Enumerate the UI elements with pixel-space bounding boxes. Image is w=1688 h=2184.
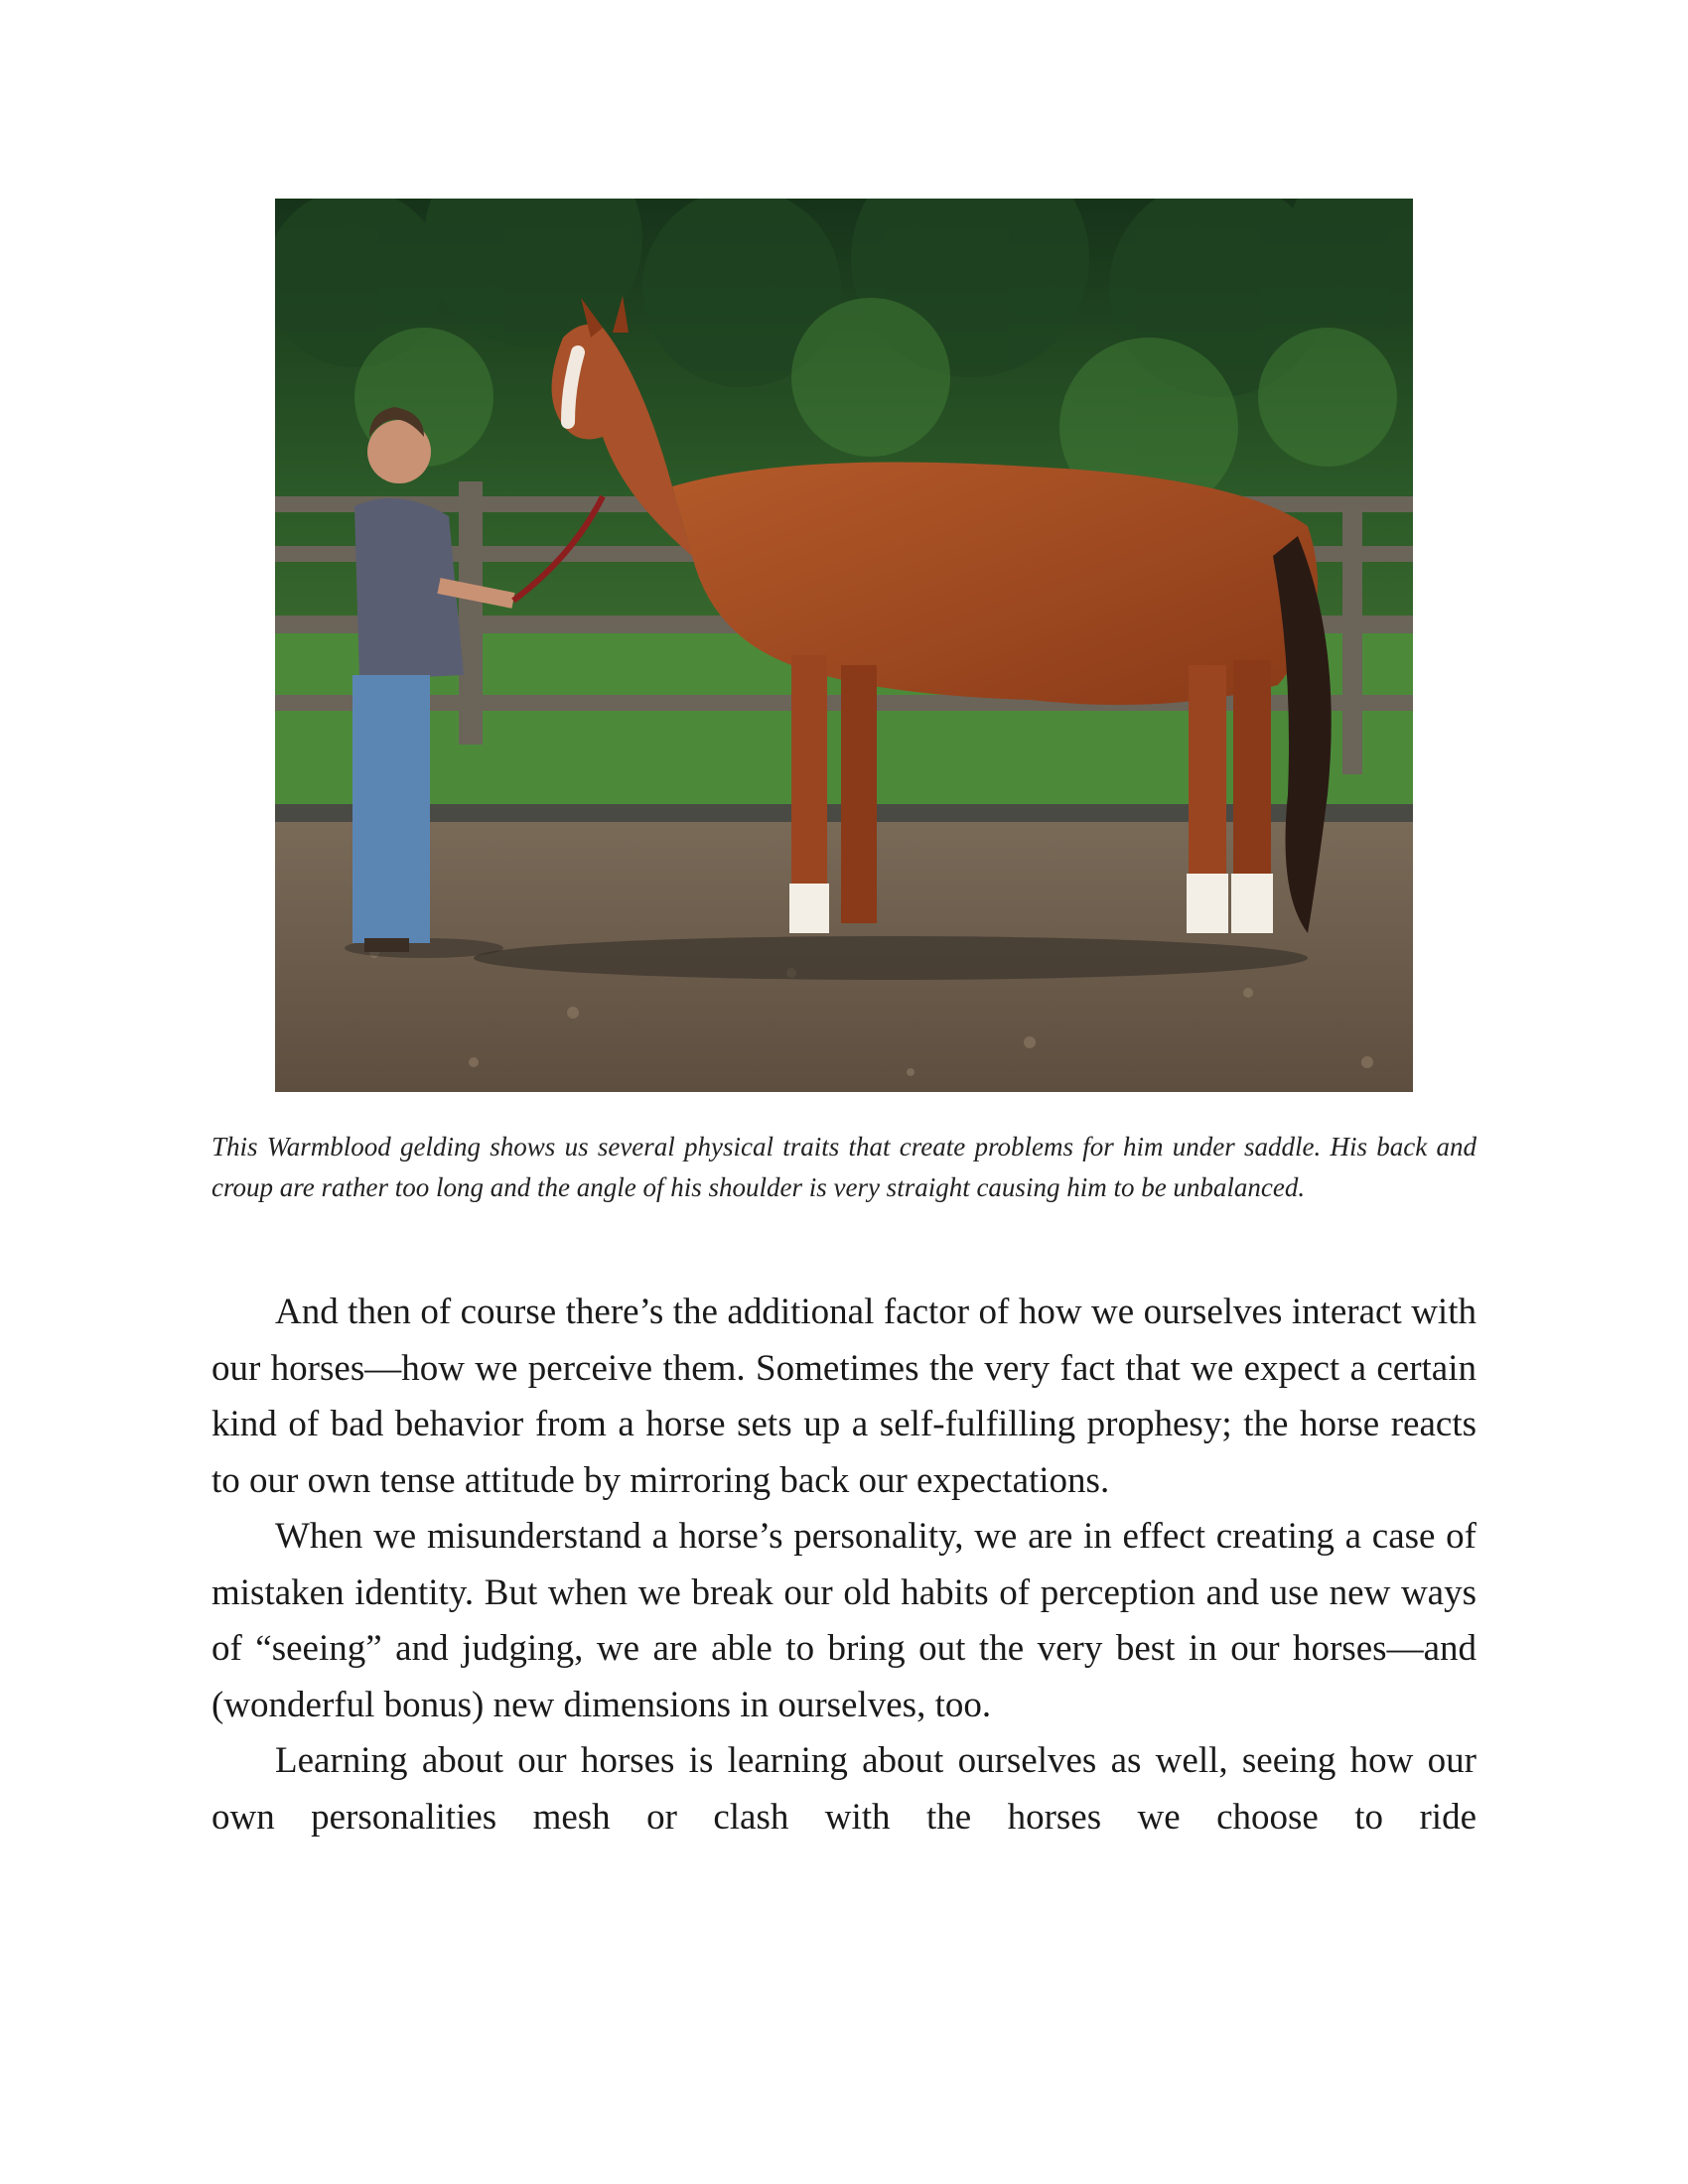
paragraph: And then of course there’s the additional factor of how we ourselves interact with our horses—how we perceive them. Sometimes the very fact that we expect a certain kind of bad behavior from a horse sets up a self-fulfilling prophesy; the horse reacts to our own tense attitude by mirroring back our expectations. <box>211 1292 1477 1501</box>
figure-caption: This Warmblood gelding shows us several physical traits that create problems for him under saddle. His back and croup are rather too long and the angle of his shoulder is very straight causing him to be unbalanced. <box>211 1132 1477 1202</box>
paragraph: Learning about our horses is learning about ourselves as well, seeing how our own personalities mesh or clash with the horses we choose to ride <box>211 1740 1477 1838</box>
horse-photo <box>275 199 1413 1092</box>
body-text <box>211 1285 1477 1845</box>
paragraph: When we misunderstand a horse’s personality, we are in effect creating a case of mistaken identity. But when we break our old habits of perception and use new ways of “seeing” and judging, we are able to bring out the very best in our horses—and (wonderful bonus) new dimensions in ourselves, too. <box>211 1516 1477 1725</box>
